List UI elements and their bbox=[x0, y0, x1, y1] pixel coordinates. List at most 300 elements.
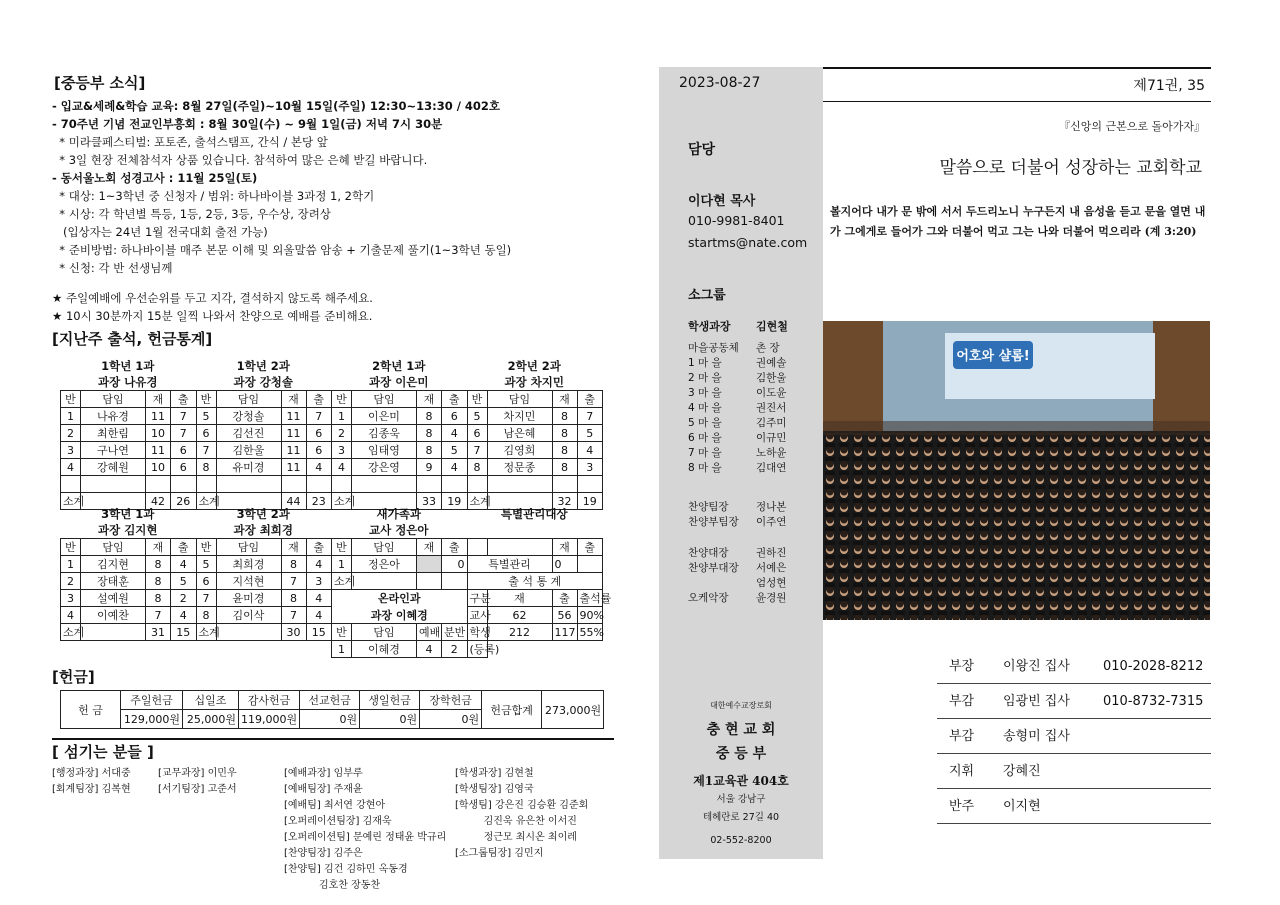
table-cell: 반 bbox=[61, 539, 81, 556]
roster-row bbox=[688, 431, 818, 446]
table-cell: 8 bbox=[417, 408, 442, 425]
roster-row bbox=[688, 446, 818, 461]
table-cell: 출 bbox=[552, 590, 577, 607]
table-cell: 33 bbox=[417, 493, 442, 510]
table-cell: 5 bbox=[171, 573, 197, 590]
table-cell: 90% bbox=[577, 607, 603, 624]
table-cell: 온라인과 bbox=[332, 590, 468, 607]
table-cell: 5 bbox=[196, 408, 216, 425]
table-header-row bbox=[61, 391, 603, 408]
table-cell: 출 bbox=[577, 391, 603, 408]
table-header-row bbox=[61, 539, 603, 556]
table-cell: 김지현 bbox=[81, 556, 146, 573]
grade-label: 2학년 2과 bbox=[507, 359, 561, 373]
roster-row bbox=[688, 416, 818, 431]
table-cell: 소계 bbox=[196, 493, 216, 510]
notice-line: ★ 주일예배에 우선순위를 두고 지각, 결석하지 않도록 해주세요. bbox=[52, 291, 373, 305]
roster-name: 서예은 bbox=[756, 562, 787, 574]
table-cell: 1 bbox=[332, 408, 352, 425]
staff-row bbox=[937, 789, 1211, 824]
servants-column bbox=[158, 766, 237, 798]
servant-entry: [오퍼레이션팀] 문예린 정태윤 박규리 bbox=[284, 832, 447, 843]
roster-role: 마을공동체 bbox=[688, 342, 739, 354]
table-cell: 출 bbox=[306, 391, 332, 408]
news-line: * 미라클페스티벌: 포토존, 출석스탬프, 간식 / 본당 앞 bbox=[52, 135, 328, 149]
roster-role: 4 마 을 bbox=[688, 402, 722, 414]
offering-header: 감사헌금 bbox=[239, 691, 300, 710]
table-cell: 8 bbox=[146, 556, 171, 573]
roster-role: 6 마 을 bbox=[688, 432, 722, 444]
table-cell: 담임 bbox=[216, 539, 281, 556]
table-cell: 6 bbox=[467, 425, 487, 442]
praise-list bbox=[688, 500, 818, 530]
table-cell: 출석률 bbox=[577, 590, 603, 607]
servants-list bbox=[52, 766, 632, 896]
stats-title: [지난주 출석, 헌금통계] bbox=[52, 330, 213, 348]
servant-entry: [예배팀장] 주재윤 bbox=[284, 784, 363, 795]
grade-label: 3학년 1과 bbox=[101, 507, 155, 521]
notice-line: ★ 10시 30분까지 15분 일찍 나와서 찬양으로 예배를 준비해요. bbox=[52, 309, 373, 323]
roster-role: 8 마 을 bbox=[688, 462, 722, 474]
roster-row bbox=[688, 356, 818, 371]
pastor-name: 이다현 목사 bbox=[688, 194, 756, 209]
table-row bbox=[61, 408, 603, 425]
servant-entry: [행정과장] 서대중 bbox=[52, 768, 131, 779]
table-cell: 김선진 bbox=[216, 425, 281, 442]
table-cell bbox=[146, 476, 171, 493]
address-line1: 서울 강남구 bbox=[716, 794, 766, 805]
table-cell: 담임 bbox=[216, 391, 281, 408]
table-row bbox=[61, 476, 603, 493]
roster-row bbox=[688, 576, 818, 591]
table-cell: 31 bbox=[146, 624, 171, 641]
group-header bbox=[196, 358, 332, 390]
table-cell bbox=[442, 476, 468, 493]
grade-label: 2학년 1과 bbox=[372, 359, 426, 373]
roster-name: 김주미 bbox=[756, 417, 787, 429]
roster-name: 이주연 bbox=[756, 516, 787, 528]
servant-entry: [학생과장] 김현철 bbox=[455, 768, 534, 779]
table-cell: 4 bbox=[417, 641, 442, 658]
headline: 말씀으로 더불어 성장하는 교회학교 bbox=[939, 158, 1202, 178]
table-cell: 7 bbox=[306, 408, 332, 425]
group-header bbox=[467, 358, 603, 390]
table-cell: 19 bbox=[442, 493, 468, 510]
offering-label: 헌 금 bbox=[61, 691, 121, 729]
group-headers-bottom bbox=[60, 506, 602, 538]
table-cell: 3 bbox=[306, 573, 332, 590]
table-cell: 담임 bbox=[352, 539, 417, 556]
table-cell: 재 bbox=[281, 391, 306, 408]
table-cell: 재 bbox=[281, 539, 306, 556]
table-cell bbox=[417, 556, 442, 573]
leader-label: 교사 정은아 bbox=[368, 523, 429, 537]
table-cell: 8 bbox=[146, 590, 171, 607]
table-cell: 3 bbox=[61, 590, 81, 607]
table-cell bbox=[306, 641, 332, 658]
table-cell: 담임 bbox=[352, 624, 417, 641]
table-cell: 반 bbox=[332, 539, 352, 556]
roster-row bbox=[688, 371, 818, 386]
roster-role: 찬양부팀장 bbox=[688, 516, 739, 528]
table-cell: 11 bbox=[281, 459, 306, 476]
table-cell: 55% bbox=[577, 624, 603, 641]
table-cell: 정문종 bbox=[487, 459, 552, 476]
attendance-table-bottom bbox=[60, 538, 612, 658]
staff-list bbox=[937, 649, 1211, 824]
roster-role: 7 마 을 bbox=[688, 447, 722, 459]
roster-role: 5 마 을 bbox=[688, 417, 722, 429]
table-cell: 4 bbox=[577, 442, 603, 459]
offering-header: 주일헌금 bbox=[121, 691, 183, 710]
dept-name: 중 등 부 bbox=[715, 746, 767, 762]
table-cell: 반 bbox=[61, 391, 81, 408]
table-row bbox=[61, 590, 603, 607]
divider bbox=[52, 738, 614, 740]
staff-role: 부감 bbox=[949, 694, 975, 709]
table-cell: 15 bbox=[171, 624, 197, 641]
table-cell: 2 bbox=[442, 641, 468, 658]
leader-label: 과장 강청솔 bbox=[233, 375, 294, 389]
table-cell: 재 bbox=[552, 539, 577, 556]
table-cell bbox=[442, 573, 468, 590]
table-cell: 4 bbox=[332, 459, 352, 476]
roster-name: 촌 장 bbox=[756, 342, 780, 354]
middle-sidebar bbox=[659, 67, 823, 859]
notice-lines bbox=[52, 289, 511, 325]
table-cell bbox=[196, 476, 216, 493]
table-cell: 5 bbox=[577, 425, 603, 442]
table-cell: 8 bbox=[552, 408, 577, 425]
table-cell bbox=[81, 624, 146, 641]
table-cell: 0 bbox=[442, 556, 468, 573]
table-cell: 김영희 bbox=[487, 442, 552, 459]
table-cell: 장태훈 bbox=[81, 573, 146, 590]
news-title: [중등부 소식] bbox=[54, 74, 146, 92]
table-cell bbox=[216, 624, 281, 641]
table-cell: 7 bbox=[577, 408, 603, 425]
room: 제1교육관 404호 bbox=[693, 774, 789, 788]
table-cell: 담임 bbox=[352, 391, 417, 408]
table-cell: 6 bbox=[171, 459, 197, 476]
leader-label: 과장 나유경 bbox=[97, 375, 158, 389]
table-cell: 26 bbox=[171, 493, 197, 510]
staff-name: 이지현 bbox=[1003, 799, 1041, 814]
staff-role: 부장 bbox=[949, 659, 975, 674]
table-cell: 반 bbox=[467, 391, 487, 408]
table-cell: 2 bbox=[171, 590, 197, 607]
roster-role: 찬양팀장 bbox=[688, 501, 729, 513]
table-cell: 소계 bbox=[61, 493, 81, 510]
table-cell: 7 bbox=[467, 442, 487, 459]
roster-row bbox=[688, 341, 818, 356]
table-cell: 유미경 bbox=[216, 459, 281, 476]
group-header bbox=[196, 506, 332, 538]
roster-name: 엄성현 bbox=[756, 577, 787, 589]
table-cell: 4 bbox=[171, 556, 197, 573]
table-cell: 62 bbox=[487, 607, 552, 624]
table-cell bbox=[352, 573, 417, 590]
servant-entry: 김호찬 장동찬 bbox=[284, 880, 381, 891]
table-cell bbox=[577, 556, 603, 573]
table-cell: 남은혜 bbox=[487, 425, 552, 442]
staff-name: 이왕진 집사 bbox=[1003, 659, 1070, 674]
table-cell bbox=[216, 641, 281, 658]
roster-name: 김한울 bbox=[756, 372, 787, 384]
table-cell bbox=[146, 641, 171, 658]
staff-role: 반주 bbox=[949, 799, 975, 814]
table-cell: 8 bbox=[417, 425, 442, 442]
table-cell bbox=[196, 641, 216, 658]
offering-total-label: 헌금합계 bbox=[482, 691, 542, 729]
offering-value: 0원 bbox=[420, 710, 482, 729]
pastor-email: startms@nate.com bbox=[688, 235, 808, 250]
roster-role: 2 마 을 bbox=[688, 372, 722, 384]
table-cell bbox=[487, 476, 552, 493]
grade-label: 1학년 2과 bbox=[236, 359, 290, 373]
table-cell: 6 bbox=[171, 442, 197, 459]
staff-phone: 010-2028-8212 bbox=[1103, 659, 1204, 674]
table-cell: 5 bbox=[196, 556, 216, 573]
table-cell: 2 bbox=[61, 425, 81, 442]
table-cell bbox=[577, 641, 603, 658]
table-cell: 소계 bbox=[332, 493, 352, 510]
roster-name: 윤경원 bbox=[756, 592, 787, 604]
table-cell: 6 bbox=[306, 442, 332, 459]
roster-name: 권예솔 bbox=[756, 357, 787, 369]
table-cell bbox=[577, 476, 603, 493]
table-cell: 이혜경 bbox=[352, 641, 417, 658]
table-cell: 최희경 bbox=[216, 556, 281, 573]
servant-entry: [예배과장] 임부루 bbox=[284, 768, 363, 779]
table-cell: 5 bbox=[442, 442, 468, 459]
attendance-top bbox=[60, 358, 602, 510]
table-cell: 3 bbox=[577, 459, 603, 476]
leader-label: 과장 김지현 bbox=[97, 523, 158, 537]
table-cell: 4 bbox=[306, 556, 332, 573]
servant-entry: [오퍼레이션팀장] 김재욱 bbox=[284, 816, 392, 827]
table-cell: 8 bbox=[281, 590, 306, 607]
servants-column bbox=[52, 766, 131, 798]
servant-entry: [찬양팀장] 김주은 bbox=[284, 848, 363, 859]
grade-label: 특별관리대상 bbox=[500, 507, 568, 521]
table-cell: 9 bbox=[417, 459, 442, 476]
staff-name: 임광빈 집사 bbox=[1003, 694, 1070, 709]
servant-entry: 정근모 최시온 최이레 bbox=[455, 832, 577, 843]
bible-verse: 볼지어다 내가 문 밖에 서서 두드리노니 누구든지 내 음성을 듣고 문을 열면 내가 그에게로 들어가 그와 더불어 먹고 그는 나와 더불어 먹으리라 (계 3:20) bbox=[830, 205, 1206, 238]
contact-title: 담당 bbox=[688, 142, 716, 158]
offering-value: 25,000원 bbox=[183, 710, 239, 729]
group-header bbox=[467, 506, 603, 538]
table-cell: 1 bbox=[61, 556, 81, 573]
roster-row bbox=[688, 591, 818, 606]
table-cell: 11 bbox=[281, 425, 306, 442]
table-cell: 32 bbox=[552, 493, 577, 510]
table-cell: 소계 bbox=[332, 573, 352, 590]
roster-role: 학생과장 bbox=[688, 320, 731, 333]
header-rule bbox=[823, 101, 1211, 102]
table-cell: 이예찬 bbox=[81, 607, 146, 624]
table-cell: 반 bbox=[196, 539, 216, 556]
servant-entry: [찬양팀] 김건 김하민 옥동경 bbox=[284, 864, 408, 875]
table-cell: 7 bbox=[196, 442, 216, 459]
table-row bbox=[61, 641, 603, 658]
servants-column bbox=[455, 766, 588, 862]
bulletin-date: 2023-08-27 bbox=[679, 75, 761, 91]
table-cell: 6 bbox=[196, 425, 216, 442]
table-cell: 11 bbox=[146, 408, 171, 425]
roster-name: 김대연 bbox=[756, 462, 787, 474]
table-row bbox=[61, 556, 603, 573]
table-cell: 0 bbox=[552, 556, 577, 573]
offering-header: 생일헌금 bbox=[360, 691, 420, 710]
table-cell bbox=[467, 476, 487, 493]
group-header bbox=[331, 358, 467, 390]
news-line: * 시상: 각 학년별 특등, 1등, 2등, 3등, 우수상, 장려상 bbox=[52, 207, 331, 221]
table-cell: 6 bbox=[442, 408, 468, 425]
table-cell: 특별관리 bbox=[467, 556, 552, 573]
table-cell: (등록) bbox=[467, 641, 487, 658]
table-cell: 42 bbox=[146, 493, 171, 510]
group-header bbox=[60, 358, 196, 390]
table-row bbox=[61, 459, 603, 476]
table-cell bbox=[552, 476, 577, 493]
table-cell: 구분 bbox=[467, 590, 487, 607]
roster-name: 이규민 bbox=[756, 432, 787, 444]
table-cell bbox=[281, 476, 306, 493]
table-cell bbox=[487, 539, 552, 556]
staff-row bbox=[937, 719, 1211, 754]
staff-row bbox=[937, 684, 1211, 719]
table-cell: 19 bbox=[577, 493, 603, 510]
table-row bbox=[61, 573, 603, 590]
offering-value: 0원 bbox=[360, 710, 420, 729]
staff-role: 부감 bbox=[949, 729, 975, 744]
table-cell: 4 bbox=[442, 425, 468, 442]
table-cell: 소계 bbox=[196, 624, 216, 641]
group-photo-image bbox=[823, 321, 1210, 620]
table-cell: 담임 bbox=[487, 391, 552, 408]
news-line: (입상자는 24년 1월 전국대회 출전 가능) bbox=[52, 225, 268, 239]
table-cell bbox=[281, 641, 306, 658]
table-cell: 최한림 bbox=[81, 425, 146, 442]
table-cell: 과장 이혜경 bbox=[332, 607, 468, 624]
table-cell: 4 bbox=[306, 459, 332, 476]
church-denomination: 대한예수교장로회 bbox=[710, 701, 772, 710]
offering-value: 0원 bbox=[300, 710, 360, 729]
group-title: 소그룹 bbox=[688, 288, 726, 303]
servant-entry: 김진욱 유은찬 이서진 bbox=[455, 816, 577, 827]
table-cell: 재 bbox=[146, 539, 171, 556]
table-cell bbox=[417, 476, 442, 493]
offering-header: 선교헌금 bbox=[300, 691, 360, 710]
table-cell: 소계 bbox=[467, 493, 487, 510]
table-cell: 8 bbox=[146, 573, 171, 590]
table-cell: 담임 bbox=[81, 539, 146, 556]
table-cell: 지석현 bbox=[216, 573, 281, 590]
group-photo bbox=[823, 321, 1210, 620]
table-cell: 1 bbox=[61, 408, 81, 425]
table-cell: 11 bbox=[281, 408, 306, 425]
roster-role: 오케악장 bbox=[688, 592, 729, 604]
offering-table bbox=[60, 690, 604, 729]
staff-row bbox=[937, 649, 1211, 684]
table-cell: 재 bbox=[146, 391, 171, 408]
table-cell: 5 bbox=[467, 408, 487, 425]
news-line: * 신청: 각 반 선생님께 bbox=[52, 261, 173, 275]
table-cell bbox=[171, 641, 197, 658]
offering-title: [헌금] bbox=[52, 668, 95, 686]
roster-role: 찬양대장 bbox=[688, 547, 729, 559]
table-cell: 8 bbox=[552, 425, 577, 442]
table-cell: 강은영 bbox=[352, 459, 417, 476]
table-cell: 8 bbox=[196, 459, 216, 476]
roster-row bbox=[688, 386, 818, 401]
table-cell: 재 bbox=[417, 539, 442, 556]
group-headers bbox=[60, 358, 602, 390]
attendance-bottom bbox=[60, 506, 612, 658]
table-cell: 8 bbox=[552, 442, 577, 459]
table-cell: 212 bbox=[487, 624, 552, 641]
table-cell: 강혜원 bbox=[81, 459, 146, 476]
table-cell: 8 bbox=[281, 556, 306, 573]
roster-row bbox=[688, 401, 818, 416]
servant-entry: [소그룹팀장] 김민지 bbox=[455, 848, 544, 859]
offering-value: 129,000원 bbox=[121, 710, 183, 729]
table-cell: 반 bbox=[332, 624, 352, 641]
leader-label: 과장 최희경 bbox=[233, 523, 294, 537]
servant-entry: [학생팀장] 김영국 bbox=[455, 784, 534, 795]
table-cell: 출 bbox=[442, 539, 468, 556]
table-cell: 44 bbox=[281, 493, 306, 510]
table-cell: 7 bbox=[171, 425, 197, 442]
roster-name: 정나본 bbox=[756, 501, 787, 513]
table-cell: 56 bbox=[552, 607, 577, 624]
table-cell bbox=[61, 476, 81, 493]
roster-row bbox=[688, 319, 818, 341]
grade-label: 새가족과 bbox=[376, 507, 421, 521]
table-cell: 임태영 bbox=[352, 442, 417, 459]
table-cell: 4 bbox=[306, 607, 332, 624]
offering-header: 십일조 bbox=[183, 691, 239, 710]
table-cell bbox=[306, 476, 332, 493]
table-cell: 3 bbox=[332, 442, 352, 459]
table-cell: 2 bbox=[61, 573, 81, 590]
table-cell: 소계 bbox=[61, 624, 81, 641]
table-cell: 반 bbox=[332, 391, 352, 408]
offering-value: 119,000원 bbox=[239, 710, 300, 729]
table-cell: 4 bbox=[171, 607, 197, 624]
table-cell: 4 bbox=[61, 607, 81, 624]
table-cell: 8 bbox=[552, 459, 577, 476]
choir-list bbox=[688, 546, 818, 606]
volume-number: 제71권, 35 bbox=[1133, 78, 1205, 94]
table-cell: 7 bbox=[196, 590, 216, 607]
table-cell: 출 bbox=[442, 391, 468, 408]
roster-name: 노하윤 bbox=[756, 447, 787, 459]
grade-label: 1학년 1과 bbox=[101, 359, 155, 373]
leader-label: 과장 차지민 bbox=[504, 375, 565, 389]
servants-title: [ 섬기는 분들 ] bbox=[52, 743, 154, 761]
roster-name: 권진서 bbox=[756, 402, 787, 414]
roster-name: 김현철 bbox=[756, 320, 788, 333]
table-cell: 재 bbox=[552, 391, 577, 408]
offering-header: 장학헌금 bbox=[420, 691, 482, 710]
table-cell: 출 bbox=[577, 539, 603, 556]
table-cell: 1 bbox=[332, 641, 352, 658]
table-cell: 김한울 bbox=[216, 442, 281, 459]
table-cell: 7 bbox=[171, 408, 197, 425]
